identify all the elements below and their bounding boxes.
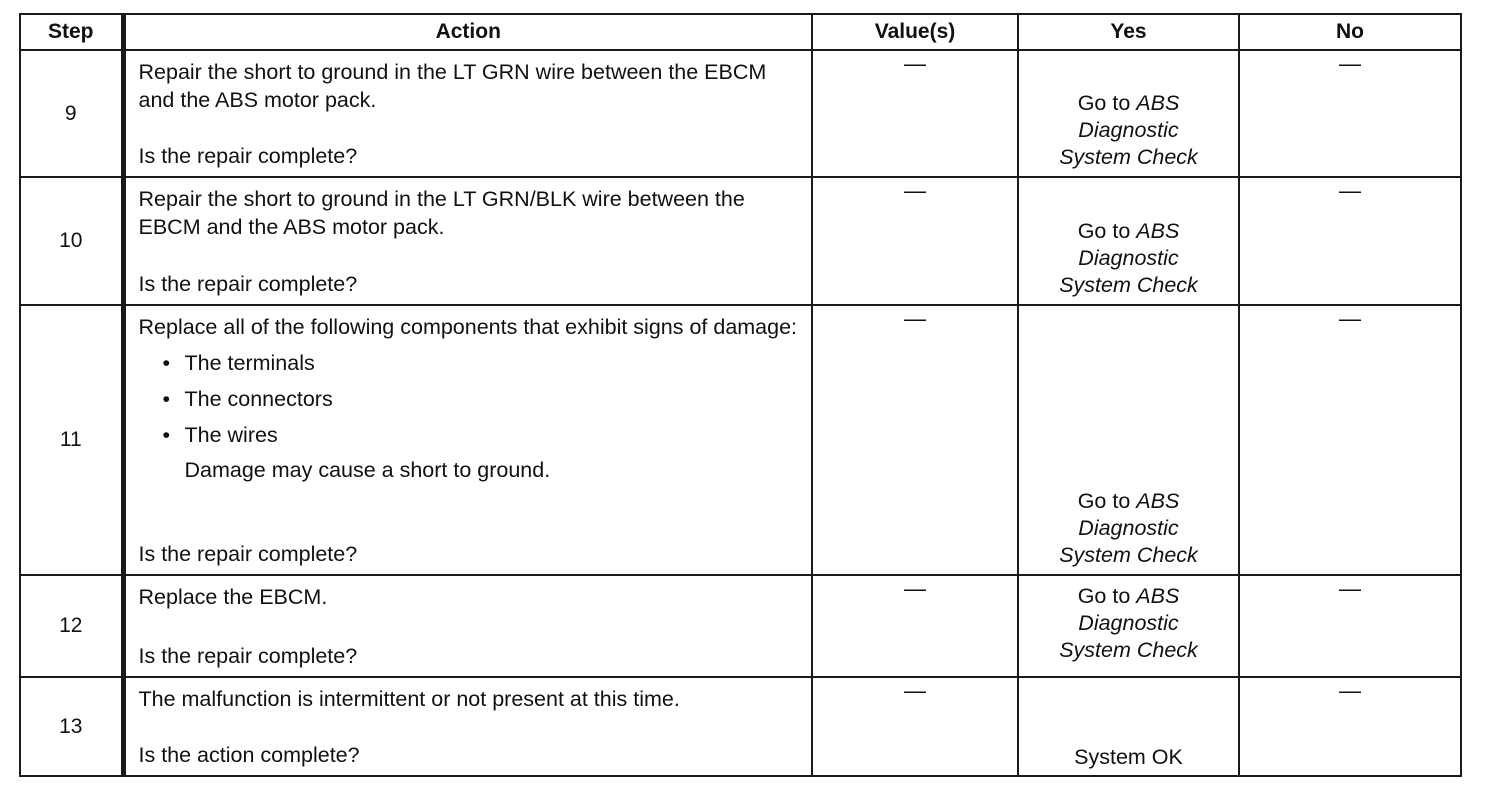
header-action: Action bbox=[123, 14, 812, 50]
header-step: Step bbox=[20, 14, 123, 50]
action-question: Is the repair complete? bbox=[138, 644, 358, 668]
action-cell bbox=[123, 50, 812, 177]
yes-link-system-check[interactable]: System Check bbox=[1059, 638, 1198, 662]
action-question: Is the repair complete? bbox=[138, 542, 358, 566]
yes-link-abs[interactable]: ABS bbox=[1136, 91, 1180, 115]
header-no: No bbox=[1239, 14, 1461, 50]
list-item: • The wires bbox=[163, 417, 802, 453]
value-cell: — bbox=[812, 50, 1018, 177]
no-cell: — bbox=[1239, 575, 1461, 677]
yes-cell bbox=[1018, 575, 1239, 677]
action-text: Repair the short to ground in the LT GRN wire between the EBCM and the ABS motor pack. bbox=[138, 60, 767, 112]
yes-link-abs[interactable]: ABS bbox=[1136, 219, 1180, 243]
action-note: Damage may cause a short to ground. bbox=[184, 458, 551, 482]
yes-prefix: Go to bbox=[1077, 91, 1137, 115]
list-item: • The terminals bbox=[163, 345, 802, 381]
table-row bbox=[20, 575, 1461, 677]
table-row bbox=[20, 50, 1461, 177]
yes-link-system-check[interactable]: System Check bbox=[1059, 145, 1198, 169]
yes-link-diagnostic[interactable]: Diagnostic bbox=[1078, 118, 1179, 142]
yes-link-system-check[interactable]: System Check bbox=[1059, 273, 1198, 297]
yes-cell bbox=[1018, 677, 1239, 776]
action-question: Is the repair complete? bbox=[138, 144, 358, 168]
yes-cell bbox=[1018, 50, 1239, 177]
value-cell: — bbox=[812, 177, 1018, 305]
action-cell bbox=[123, 677, 812, 776]
action-cell bbox=[123, 575, 812, 677]
table-row bbox=[20, 677, 1461, 776]
no-cell: — bbox=[1239, 50, 1461, 177]
yes-link-abs[interactable]: ABS bbox=[1136, 584, 1180, 608]
step-number: 12 bbox=[20, 575, 123, 677]
yes-link-system-check[interactable]: System Check bbox=[1059, 543, 1198, 567]
list-item: • The connectors bbox=[163, 381, 802, 417]
header-row bbox=[20, 14, 1461, 50]
bullet-icon: • bbox=[162, 387, 171, 411]
value-cell: — bbox=[812, 677, 1018, 776]
table-row bbox=[20, 177, 1461, 305]
yes-link-diagnostic[interactable]: Diagnostic bbox=[1078, 611, 1179, 635]
action-question: Is the action complete? bbox=[138, 743, 360, 767]
table-row bbox=[20, 305, 1461, 575]
diagnostic-table-page bbox=[19, 13, 1460, 777]
yes-cell bbox=[1018, 305, 1239, 575]
step-number: 9 bbox=[20, 50, 123, 177]
yes-link-diagnostic[interactable]: Diagnostic bbox=[1078, 516, 1179, 540]
value-cell: — bbox=[812, 575, 1018, 677]
bullet-icon: • bbox=[162, 351, 171, 375]
bullet-icon: • bbox=[162, 423, 171, 447]
action-cell bbox=[123, 177, 812, 305]
action-question: Is the repair complete? bbox=[138, 272, 358, 296]
no-cell: — bbox=[1239, 177, 1461, 305]
yes-prefix: Go to bbox=[1077, 219, 1137, 243]
action-cell bbox=[123, 305, 812, 575]
action-text: Replace all of the following components that exhibit signs of damage: bbox=[138, 315, 798, 339]
diagnostic-table bbox=[19, 13, 1462, 777]
yes-prefix: Go to bbox=[1077, 584, 1137, 608]
yes-result: System OK bbox=[1074, 745, 1183, 769]
yes-link-diagnostic[interactable]: Diagnostic bbox=[1078, 246, 1179, 270]
action-text: Replace the EBCM. bbox=[138, 585, 328, 609]
step-number: 13 bbox=[20, 677, 123, 776]
step-number: 10 bbox=[20, 177, 123, 305]
step-number: 11 bbox=[20, 305, 123, 575]
value-cell: — bbox=[812, 305, 1018, 575]
yes-link-abs[interactable]: ABS bbox=[1136, 489, 1180, 513]
yes-cell bbox=[1018, 177, 1239, 305]
yes-prefix: Go to bbox=[1077, 489, 1137, 513]
header-yes: Yes bbox=[1018, 14, 1239, 50]
no-cell: — bbox=[1239, 305, 1461, 575]
action-text: Repair the short to ground in the LT GRN/BLK wire between the EBCM and the ABS motor pack. bbox=[138, 187, 745, 239]
no-cell: — bbox=[1239, 677, 1461, 776]
header-values: Value(s) bbox=[812, 14, 1018, 50]
action-text: The malfunction is intermittent or not present at this time. bbox=[138, 687, 680, 711]
component-list bbox=[139, 345, 802, 453]
